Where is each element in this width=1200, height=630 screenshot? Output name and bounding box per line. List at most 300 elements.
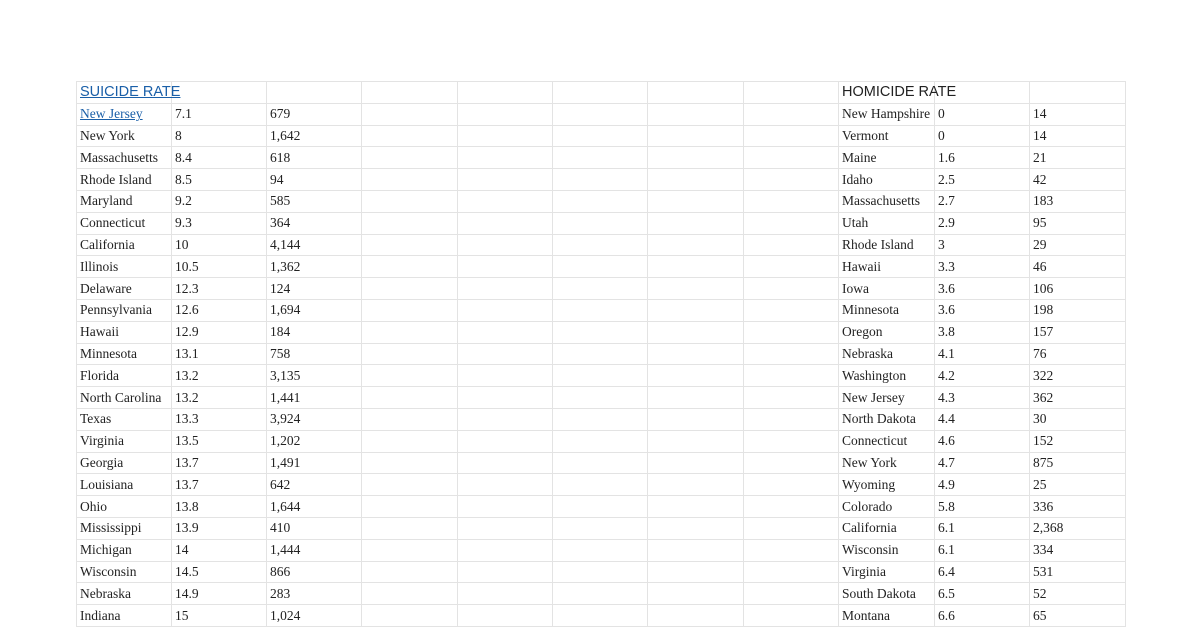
suicide-state[interactable]: Indiana xyxy=(77,605,172,627)
suicide-rate[interactable]: 9.2 xyxy=(172,190,267,212)
header-row xyxy=(77,82,1126,104)
homicide-count[interactable]: 14 xyxy=(1030,103,1126,125)
homicide-state[interactable]: New Hampshire xyxy=(839,103,935,125)
table-row xyxy=(77,212,1126,234)
table-row xyxy=(77,430,1126,452)
empty-cell[interactable] xyxy=(458,169,553,191)
empty-cell[interactable] xyxy=(458,517,553,539)
empty-cell[interactable] xyxy=(362,212,458,234)
empty-cell[interactable] xyxy=(362,474,458,496)
empty-cell[interactable] xyxy=(362,278,458,300)
suicide-count[interactable]: 94 xyxy=(267,169,362,191)
empty-cell[interactable] xyxy=(744,365,839,387)
empty-cell[interactable] xyxy=(362,147,458,169)
empty-cell[interactable] xyxy=(553,278,648,300)
homicide-rate[interactable]: 2.9 xyxy=(935,212,1030,234)
homicide-state[interactable]: Hawaii xyxy=(839,256,935,278)
homicide-count[interactable]: 875 xyxy=(1030,452,1126,474)
table-row xyxy=(77,343,1126,365)
suicide-count[interactable]: 184 xyxy=(267,321,362,343)
suicide-state[interactable]: Pennsylvania xyxy=(77,299,172,321)
empty-cell[interactable] xyxy=(553,583,648,605)
empty-cell[interactable] xyxy=(744,408,839,430)
homicide-state[interactable]: Utah xyxy=(839,212,935,234)
empty-cell[interactable] xyxy=(362,256,458,278)
homicide-count[interactable]: 65 xyxy=(1030,605,1126,627)
empty-cell[interactable] xyxy=(458,299,553,321)
homicide-rate[interactable]: 6.1 xyxy=(935,517,1030,539)
homicide-state[interactable]: New Jersey xyxy=(839,387,935,409)
empty-cell[interactable] xyxy=(553,408,648,430)
empty-cell[interactable] xyxy=(553,190,648,212)
table-row xyxy=(77,169,1126,191)
suicide-count[interactable]: 1,444 xyxy=(267,539,362,561)
empty-cell[interactable] xyxy=(362,517,458,539)
suicide-state[interactable]: Maryland xyxy=(77,190,172,212)
empty-cell[interactable] xyxy=(362,561,458,583)
empty-cell[interactable] xyxy=(648,539,744,561)
homicide-count[interactable]: 531 xyxy=(1030,561,1126,583)
empty-cell[interactable] xyxy=(744,387,839,409)
empty-cell[interactable] xyxy=(458,147,553,169)
suicide-state[interactable]: New Jersey xyxy=(77,103,172,125)
suicide-rate[interactable]: 13.7 xyxy=(172,452,267,474)
empty-cell[interactable] xyxy=(553,496,648,518)
empty-cell[interactable] xyxy=(458,343,553,365)
empty-cell[interactable] xyxy=(553,169,648,191)
homicide-count[interactable]: 152 xyxy=(1030,430,1126,452)
empty-cell[interactable] xyxy=(553,82,648,104)
empty-cell[interactable] xyxy=(362,299,458,321)
suicide-rate[interactable]: 13.3 xyxy=(172,408,267,430)
suicide-count[interactable]: 1,362 xyxy=(267,256,362,278)
suicide-rate[interactable]: 12.6 xyxy=(172,299,267,321)
suicide-state[interactable]: Mississippi xyxy=(77,517,172,539)
empty-cell[interactable] xyxy=(648,365,744,387)
table-row xyxy=(77,474,1126,496)
empty-cell[interactable] xyxy=(744,605,839,627)
empty-cell[interactable] xyxy=(648,234,744,256)
suicide-rate[interactable]: 13.2 xyxy=(172,365,267,387)
suicide-rate[interactable]: 8 xyxy=(172,125,267,147)
table-row xyxy=(77,278,1126,300)
suicide-state[interactable]: Delaware xyxy=(77,278,172,300)
suicide-count[interactable]: 1,694 xyxy=(267,299,362,321)
suicide-count[interactable]: 124 xyxy=(267,278,362,300)
empty-cell[interactable] xyxy=(648,82,744,104)
homicide-rate[interactable]: 0 xyxy=(935,103,1030,125)
homicide-count[interactable]: 2,368 xyxy=(1030,517,1126,539)
homicide-rate[interactable]: 2.7 xyxy=(935,190,1030,212)
homicide-count[interactable]: 21 xyxy=(1030,147,1126,169)
homicide-state[interactable]: Colorado xyxy=(839,496,935,518)
empty-cell[interactable] xyxy=(458,125,553,147)
homicide-state[interactable]: Wyoming xyxy=(839,474,935,496)
homicide-rate[interactable]: 3.6 xyxy=(935,278,1030,300)
homicide-rate[interactable]: 4.4 xyxy=(935,408,1030,430)
empty-cell[interactable] xyxy=(648,474,744,496)
empty-cell[interactable] xyxy=(267,82,362,104)
homicide-count[interactable]: 336 xyxy=(1030,496,1126,518)
empty-cell[interactable] xyxy=(744,430,839,452)
homicide-count[interactable]: 106 xyxy=(1030,278,1126,300)
empty-cell[interactable] xyxy=(362,190,458,212)
suicide-state[interactable]: Illinois xyxy=(77,256,172,278)
empty-cell[interactable] xyxy=(744,321,839,343)
suicide-count[interactable]: 3,924 xyxy=(267,408,362,430)
homicide-rate[interactable]: 3.8 xyxy=(935,321,1030,343)
empty-cell[interactable] xyxy=(648,125,744,147)
homicide-count[interactable]: 52 xyxy=(1030,583,1126,605)
empty-cell[interactable] xyxy=(362,169,458,191)
rates-table xyxy=(76,81,1126,627)
empty-cell[interactable] xyxy=(1030,82,1126,104)
suicide-rate[interactable]: 8.5 xyxy=(172,169,267,191)
table-row xyxy=(77,561,1126,583)
empty-cell[interactable] xyxy=(458,496,553,518)
homicide-rate[interactable]: 0 xyxy=(935,125,1030,147)
homicide-state[interactable]: Minnesota xyxy=(839,299,935,321)
suicide-rate[interactable]: 9.3 xyxy=(172,212,267,234)
homicide-state[interactable]: Connecticut xyxy=(839,430,935,452)
empty-cell[interactable] xyxy=(648,605,744,627)
suicide-count[interactable]: 3,135 xyxy=(267,365,362,387)
empty-cell[interactable] xyxy=(553,561,648,583)
empty-cell[interactable] xyxy=(553,125,648,147)
suicide-count[interactable]: 1,202 xyxy=(267,430,362,452)
homicide-state[interactable]: Wisconsin xyxy=(839,539,935,561)
homicide-rate[interactable]: 4.7 xyxy=(935,452,1030,474)
homicide-state[interactable]: Vermont xyxy=(839,125,935,147)
empty-cell[interactable] xyxy=(648,583,744,605)
suicide-count[interactable]: 679 xyxy=(267,103,362,125)
empty-cell[interactable] xyxy=(362,365,458,387)
suicide-title[interactable]: SUICIDE RATE xyxy=(77,82,172,104)
empty-cell[interactable] xyxy=(744,561,839,583)
suicide-count[interactable]: 4,144 xyxy=(267,234,362,256)
empty-cell[interactable] xyxy=(744,583,839,605)
empty-cell[interactable] xyxy=(458,605,553,627)
homicide-state[interactable]: Rhode Island xyxy=(839,234,935,256)
homicide-rate[interactable]: 1.6 xyxy=(935,147,1030,169)
suicide-rate[interactable]: 13.7 xyxy=(172,474,267,496)
suicide-state[interactable]: California xyxy=(77,234,172,256)
empty-cell[interactable] xyxy=(553,430,648,452)
empty-cell[interactable] xyxy=(362,343,458,365)
suicide-count[interactable]: 1,441 xyxy=(267,387,362,409)
empty-cell[interactable] xyxy=(458,103,553,125)
empty-cell[interactable] xyxy=(744,539,839,561)
suicide-count[interactable]: 1,024 xyxy=(267,605,362,627)
suicide-state[interactable]: Minnesota xyxy=(77,343,172,365)
table-row xyxy=(77,539,1126,561)
empty-cell[interactable] xyxy=(744,517,839,539)
empty-cell[interactable] xyxy=(362,82,458,104)
empty-cell[interactable] xyxy=(362,605,458,627)
empty-cell[interactable] xyxy=(648,561,744,583)
spreadsheet xyxy=(76,81,1125,630)
homicide-state[interactable]: Oregon xyxy=(839,321,935,343)
table-row xyxy=(77,190,1126,212)
empty-cell[interactable] xyxy=(172,82,267,104)
empty-cell[interactable] xyxy=(744,278,839,300)
empty-cell[interactable] xyxy=(744,190,839,212)
homicide-state[interactable]: Virginia xyxy=(839,561,935,583)
empty-cell[interactable] xyxy=(458,583,553,605)
homicide-rate[interactable]: 4.6 xyxy=(935,430,1030,452)
homicide-rate[interactable]: 6.6 xyxy=(935,605,1030,627)
suicide-rate[interactable]: 13.9 xyxy=(172,517,267,539)
homicide-rate[interactable]: 4.2 xyxy=(935,365,1030,387)
empty-cell[interactable] xyxy=(553,517,648,539)
empty-cell[interactable] xyxy=(648,299,744,321)
table-row xyxy=(77,583,1126,605)
homicide-rate[interactable]: 3.3 xyxy=(935,256,1030,278)
empty-cell[interactable] xyxy=(458,365,553,387)
empty-cell[interactable] xyxy=(744,169,839,191)
empty-cell[interactable] xyxy=(362,430,458,452)
homicide-rate[interactable]: 6.1 xyxy=(935,539,1030,561)
homicide-rate[interactable]: 5.8 xyxy=(935,496,1030,518)
table-row xyxy=(77,147,1126,169)
suicide-rate[interactable]: 13.5 xyxy=(172,430,267,452)
empty-cell[interactable] xyxy=(744,256,839,278)
homicide-count[interactable]: 334 xyxy=(1030,539,1126,561)
homicide-count[interactable]: 95 xyxy=(1030,212,1126,234)
homicide-rate[interactable]: 6.5 xyxy=(935,583,1030,605)
homicide-rate[interactable]: 3 xyxy=(935,234,1030,256)
homicide-rate[interactable]: 6.4 xyxy=(935,561,1030,583)
table-row xyxy=(77,408,1126,430)
suicide-state[interactable]: Connecticut xyxy=(77,212,172,234)
empty-cell[interactable] xyxy=(362,125,458,147)
empty-cell[interactable] xyxy=(744,474,839,496)
suicide-state[interactable]: Florida xyxy=(77,365,172,387)
suicide-count[interactable]: 364 xyxy=(267,212,362,234)
homicide-rate[interactable]: 4.3 xyxy=(935,387,1030,409)
empty-cell[interactable] xyxy=(744,147,839,169)
homicide-state[interactable]: Idaho xyxy=(839,169,935,191)
homicide-count[interactable]: 362 xyxy=(1030,387,1126,409)
empty-cell[interactable] xyxy=(458,452,553,474)
empty-cell[interactable] xyxy=(553,539,648,561)
homicide-count[interactable]: 29 xyxy=(1030,234,1126,256)
empty-cell[interactable] xyxy=(362,387,458,409)
empty-cell[interactable] xyxy=(648,321,744,343)
empty-cell[interactable] xyxy=(458,539,553,561)
empty-cell[interactable] xyxy=(362,539,458,561)
suicide-count[interactable]: 758 xyxy=(267,343,362,365)
suicide-count[interactable]: 410 xyxy=(267,517,362,539)
homicide-rate[interactable]: 2.5 xyxy=(935,169,1030,191)
empty-cell[interactable] xyxy=(362,452,458,474)
table-row xyxy=(77,452,1126,474)
suicide-rate[interactable]: 8.4 xyxy=(172,147,267,169)
empty-cell[interactable] xyxy=(648,103,744,125)
empty-cell[interactable] xyxy=(648,496,744,518)
table-row xyxy=(77,496,1126,518)
empty-cell[interactable] xyxy=(744,452,839,474)
suicide-rate[interactable]: 13.1 xyxy=(172,343,267,365)
homicide-state[interactable]: Montana xyxy=(839,605,935,627)
suicide-rate[interactable]: 7.1 xyxy=(172,103,267,125)
empty-cell[interactable] xyxy=(458,321,553,343)
empty-cell[interactable] xyxy=(553,452,648,474)
suicide-rate[interactable]: 14 xyxy=(172,539,267,561)
suicide-rate[interactable]: 13.8 xyxy=(172,496,267,518)
empty-cell[interactable] xyxy=(744,234,839,256)
suicide-state[interactable]: New York xyxy=(77,125,172,147)
suicide-state[interactable]: Rhode Island xyxy=(77,169,172,191)
homicide-count[interactable]: 76 xyxy=(1030,343,1126,365)
empty-cell[interactable] xyxy=(648,408,744,430)
homicide-state[interactable]: Nebraska xyxy=(839,343,935,365)
suicide-count[interactable]: 283 xyxy=(267,583,362,605)
empty-cell[interactable] xyxy=(458,234,553,256)
suicide-state[interactable]: Louisiana xyxy=(77,474,172,496)
suicide-rate[interactable]: 10 xyxy=(172,234,267,256)
empty-cell[interactable] xyxy=(648,169,744,191)
empty-cell[interactable] xyxy=(458,430,553,452)
suicide-rate[interactable]: 14.9 xyxy=(172,583,267,605)
suicide-state[interactable]: Michigan xyxy=(77,539,172,561)
suicide-rate[interactable]: 12.3 xyxy=(172,278,267,300)
homicide-count[interactable]: 157 xyxy=(1030,321,1126,343)
empty-cell[interactable] xyxy=(553,256,648,278)
suicide-count[interactable]: 642 xyxy=(267,474,362,496)
empty-cell[interactable] xyxy=(458,387,553,409)
homicide-count[interactable]: 30 xyxy=(1030,408,1126,430)
suicide-state[interactable]: Virginia xyxy=(77,430,172,452)
empty-cell[interactable] xyxy=(458,278,553,300)
suicide-rate[interactable]: 13.2 xyxy=(172,387,267,409)
homicide-state[interactable]: North Dakota xyxy=(839,408,935,430)
suicide-rate[interactable]: 15 xyxy=(172,605,267,627)
homicide-state[interactable]: Massachusetts xyxy=(839,190,935,212)
table-row xyxy=(77,387,1126,409)
empty-cell[interactable] xyxy=(648,147,744,169)
table-row xyxy=(77,256,1126,278)
empty-cell[interactable] xyxy=(648,190,744,212)
homicide-state[interactable]: New York xyxy=(839,452,935,474)
table-row xyxy=(77,321,1126,343)
homicide-count[interactable]: 46 xyxy=(1030,256,1126,278)
homicide-state[interactable]: Iowa xyxy=(839,278,935,300)
homicide-state[interactable]: South Dakota xyxy=(839,583,935,605)
homicide-rate[interactable]: 4.1 xyxy=(935,343,1030,365)
empty-cell[interactable] xyxy=(458,256,553,278)
table-row xyxy=(77,234,1126,256)
suicide-count[interactable]: 585 xyxy=(267,190,362,212)
empty-cell[interactable] xyxy=(362,408,458,430)
suicide-count[interactable]: 1,642 xyxy=(267,125,362,147)
empty-cell[interactable] xyxy=(362,234,458,256)
homicide-state[interactable]: Maine xyxy=(839,147,935,169)
empty-cell[interactable] xyxy=(458,212,553,234)
empty-cell[interactable] xyxy=(553,605,648,627)
empty-cell[interactable] xyxy=(553,234,648,256)
empty-cell[interactable] xyxy=(362,496,458,518)
homicide-count[interactable]: 25 xyxy=(1030,474,1126,496)
table-row xyxy=(77,299,1126,321)
empty-cell[interactable] xyxy=(648,256,744,278)
suicide-state[interactable]: North Carolina xyxy=(77,387,172,409)
empty-cell[interactable] xyxy=(744,212,839,234)
table-row xyxy=(77,125,1126,147)
suicide-state[interactable]: Hawaii xyxy=(77,321,172,343)
suicide-count[interactable]: 618 xyxy=(267,147,362,169)
homicide-state[interactable]: California xyxy=(839,517,935,539)
suicide-state[interactable]: Georgia xyxy=(77,452,172,474)
empty-cell[interactable] xyxy=(744,299,839,321)
empty-cell[interactable] xyxy=(458,82,553,104)
empty-cell[interactable] xyxy=(553,212,648,234)
empty-cell[interactable] xyxy=(362,583,458,605)
empty-cell[interactable] xyxy=(648,517,744,539)
empty-cell[interactable] xyxy=(553,474,648,496)
suicide-state[interactable]: Massachusetts xyxy=(77,147,172,169)
empty-cell[interactable] xyxy=(553,321,648,343)
empty-cell[interactable] xyxy=(553,365,648,387)
homicide-count[interactable]: 42 xyxy=(1030,169,1126,191)
empty-cell[interactable] xyxy=(744,125,839,147)
homicide-count[interactable]: 198 xyxy=(1030,299,1126,321)
empty-cell[interactable] xyxy=(458,408,553,430)
empty-cell[interactable] xyxy=(553,299,648,321)
empty-cell[interactable] xyxy=(648,387,744,409)
empty-cell[interactable] xyxy=(744,103,839,125)
homicide-count[interactable]: 183 xyxy=(1030,190,1126,212)
homicide-state[interactable]: Washington xyxy=(839,365,935,387)
empty-cell[interactable] xyxy=(648,452,744,474)
empty-cell[interactable] xyxy=(458,474,553,496)
empty-cell[interactable] xyxy=(362,321,458,343)
suicide-state[interactable]: Ohio xyxy=(77,496,172,518)
suicide-count[interactable]: 866 xyxy=(267,561,362,583)
empty-cell[interactable] xyxy=(362,103,458,125)
empty-cell[interactable] xyxy=(648,278,744,300)
homicide-count[interactable]: 322 xyxy=(1030,365,1126,387)
empty-cell[interactable] xyxy=(553,343,648,365)
empty-cell[interactable] xyxy=(553,147,648,169)
suicide-count[interactable]: 1,644 xyxy=(267,496,362,518)
homicide-rate[interactable]: 4.9 xyxy=(935,474,1030,496)
suicide-count[interactable]: 1,491 xyxy=(267,452,362,474)
empty-cell[interactable] xyxy=(744,343,839,365)
empty-cell[interactable] xyxy=(648,343,744,365)
suicide-state[interactable]: Wisconsin xyxy=(77,561,172,583)
table-row xyxy=(77,517,1126,539)
empty-cell[interactable] xyxy=(744,82,839,104)
empty-cell[interactable] xyxy=(458,561,553,583)
suicide-rate[interactable]: 14.5 xyxy=(172,561,267,583)
empty-cell[interactable] xyxy=(744,496,839,518)
empty-cell[interactable] xyxy=(648,430,744,452)
empty-cell[interactable] xyxy=(648,212,744,234)
table-row xyxy=(77,103,1126,125)
suicide-state[interactable]: Texas xyxy=(77,408,172,430)
homicide-count[interactable]: 14 xyxy=(1030,125,1126,147)
homicide-title[interactable]: HOMICIDE RATE xyxy=(839,82,935,104)
empty-cell[interactable] xyxy=(553,103,648,125)
suicide-rate[interactable]: 10.5 xyxy=(172,256,267,278)
homicide-rate[interactable]: 3.6 xyxy=(935,299,1030,321)
table-row xyxy=(77,605,1126,627)
empty-cell[interactable] xyxy=(458,190,553,212)
suicide-state[interactable]: Nebraska xyxy=(77,583,172,605)
empty-cell[interactable] xyxy=(553,387,648,409)
suicide-rate[interactable]: 12.9 xyxy=(172,321,267,343)
